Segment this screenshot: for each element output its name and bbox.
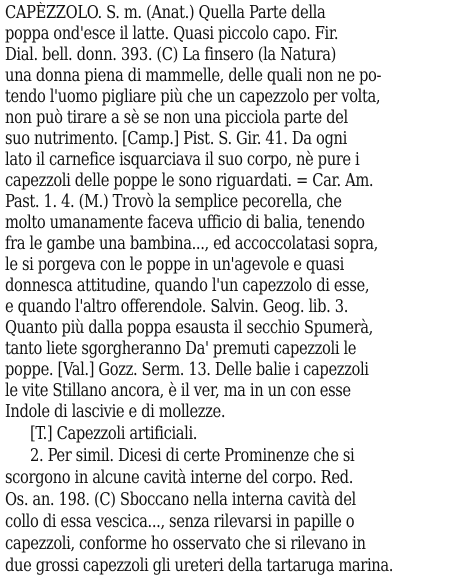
entry-line-25: collo di essa vescica..., senza rilevarsi in papille o (5, 512, 355, 532)
entry-line-22: 2. Per simil. Dicesi di certe Prominenze che si (30, 446, 355, 466)
entry-line-24: Os. an. 198. (C) Sboccano nella interna cavità del (5, 490, 356, 510)
entry-line-8: lato il carnefice isquarciava il suo corpo, nè pure i (5, 150, 360, 170)
entry-line-4: una donna piena di mammelle, delle quali non ne po- (5, 66, 382, 86)
entry-line-26: capezzoli, conforme ho osservato che si rilevano in (5, 534, 366, 554)
entry-line-13: le si porgeva con le poppe in un'agevole e quasi (5, 255, 344, 275)
entry-line-20: Indole di lascivie e di mollezze. (5, 402, 226, 422)
entry-line-5: tendo l'uomo pigliare più che un capezzolo per volta, (5, 87, 381, 107)
entry-line-7: suo nutrimento. [Camp.] Pist. S. Gir. 41. Da ogni (5, 129, 347, 149)
entry-line-11: molto umanamente faceva ufficio di balia, tenendo (5, 213, 365, 233)
entry-line-9: capezzoli delle poppe le sono riguardati. = Car. Am. (5, 171, 374, 191)
entry-line-14: donnesca attitudine, quando l'un capezzolo di esse, (5, 276, 370, 296)
entry-line-19: le vite Stillano ancora, è il ver, ma in un con esse (5, 381, 351, 401)
entry-line-2: poppa ond'esce il latte. Quasi piccolo capo. Fir. (5, 24, 339, 44)
entry-line-21: [T.] Capezzoli artificiali. (30, 424, 198, 444)
entry-line-16: Quanto più dalla poppa esausta il secchio Spumerà, (5, 318, 373, 338)
entry-line-6: non può tirare a sè se non una picciola parte del (5, 108, 348, 128)
entry-line-18: poppe. [Val.] Gozz. Serm. 13. Delle balie i capezzoli (5, 360, 369, 380)
entry-line-15: e quando l'altro offerendole. Salvin. Geog. lib. 3. (5, 297, 349, 317)
entry-line-1: CAPÈZZOLO. S. m. (Anat.) Quella Parte della (5, 3, 326, 23)
entry-line-3: Dial. bell. donn. 393. (C) La finsero (la Natura) (5, 45, 336, 65)
entry-line-12: fra le gambe una bambina..., ed accoccolatasi sopra, (5, 234, 378, 254)
entry-line-10: Past. 1. 4. (M.) Trovò la semplice pecorella, che (5, 192, 342, 212)
entry-line-23: scorgono in alcune cavità interne del corpo. Red. (5, 468, 354, 488)
entry-line-27: due grossi capezzoli gli ureteri della tartaruga marina. (5, 556, 394, 576)
entry-line-17: tanto liete sgorgheranno Da' premuti capezzoli le (5, 339, 357, 359)
